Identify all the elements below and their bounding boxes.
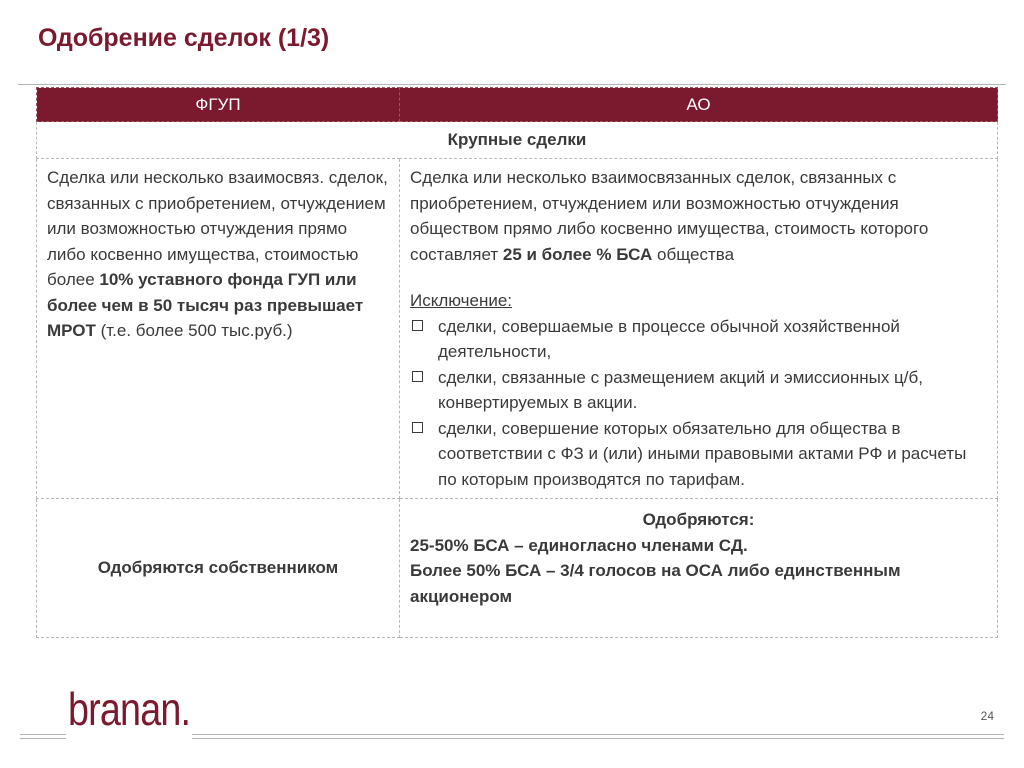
ao-major-deal-definition (400, 159, 998, 499)
checkbox-bullet-icon (412, 371, 423, 382)
exceptions-title: Исключение: (410, 291, 513, 310)
footer-rule-left (20, 734, 66, 735)
fgup-approval: Одобряются собственником (37, 499, 400, 638)
subheader-major-deals: Крупные сделки (37, 122, 998, 159)
ao-definition-bold: 25 и более % БСА (502, 244, 653, 264)
checkbox-bullet-icon (412, 422, 423, 433)
exception-text: сделки, связанные с размещением акций и эмиссионных ц/б, конвертируемых в акции. (438, 367, 923, 412)
ao-definition (410, 165, 987, 267)
list-item (410, 416, 987, 493)
ao-approval-title: Одобряются: (642, 510, 755, 529)
page-title: Одобрение сделок (1/3) (38, 24, 330, 52)
ao-definition-tail: общества (652, 244, 735, 264)
fgup-definition-tail: (т.е. более 500 тыс.руб.) (95, 321, 293, 340)
fgup-definition-text: Сделка или несколько взаимосвяз. сделок, связанных с приобретением, отчуждением или возможностью отчуждения прямо либо косвенно имущества, стоимостью более (47, 168, 388, 289)
header-ao: АО (400, 88, 998, 122)
comparison-table (36, 87, 998, 638)
table-row (37, 159, 998, 499)
page-number: 24 (980, 709, 994, 723)
fgup-definition-bold: 10% уставного фонда ГУП или более чем в 50 тысяч раз превышает МРОТ (47, 270, 364, 340)
table-row (37, 499, 998, 638)
exception-text: сделки, совершение которых обязательно для общества в соответствии с ФЗ и (или) иными правовыми актами РФ и расчеты по которым производятся по тарифам. (438, 418, 967, 489)
exception-text: сделки, совершаемые в процессе обычной хозяйственной деятельности, (438, 316, 900, 361)
title-divider (18, 84, 1006, 85)
list-item (410, 365, 987, 416)
ao-definition-text: Сделка или несколько взаимосвязанных сделок, связанных с приобретением, отчуждением или возможностью отчуждения обществом прямо либо косвенно имущества, стоимость которого составляет (410, 168, 929, 264)
table-subheader-row (37, 122, 998, 159)
exceptions-list (410, 314, 987, 493)
checkbox-bullet-icon (412, 320, 423, 331)
list-item (410, 314, 987, 365)
branan-logo: branan. (68, 683, 191, 735)
fgup-major-deal-definition (37, 159, 400, 499)
ao-approval-line-1: 25-50% БСА – единогласно членами СД. (410, 535, 748, 555)
ao-approval (400, 499, 998, 638)
footer-rule-left-2 (20, 738, 66, 739)
footer-rule-right (192, 734, 1004, 735)
table-header-row (37, 88, 998, 122)
header-fgup: ФГУП (37, 88, 400, 122)
ao-approval-line-2: Более 50% БСА – 3/4 голосов на ОСА либо единственным акционером (410, 561, 901, 606)
footer-rule-right-2 (192, 738, 1004, 739)
